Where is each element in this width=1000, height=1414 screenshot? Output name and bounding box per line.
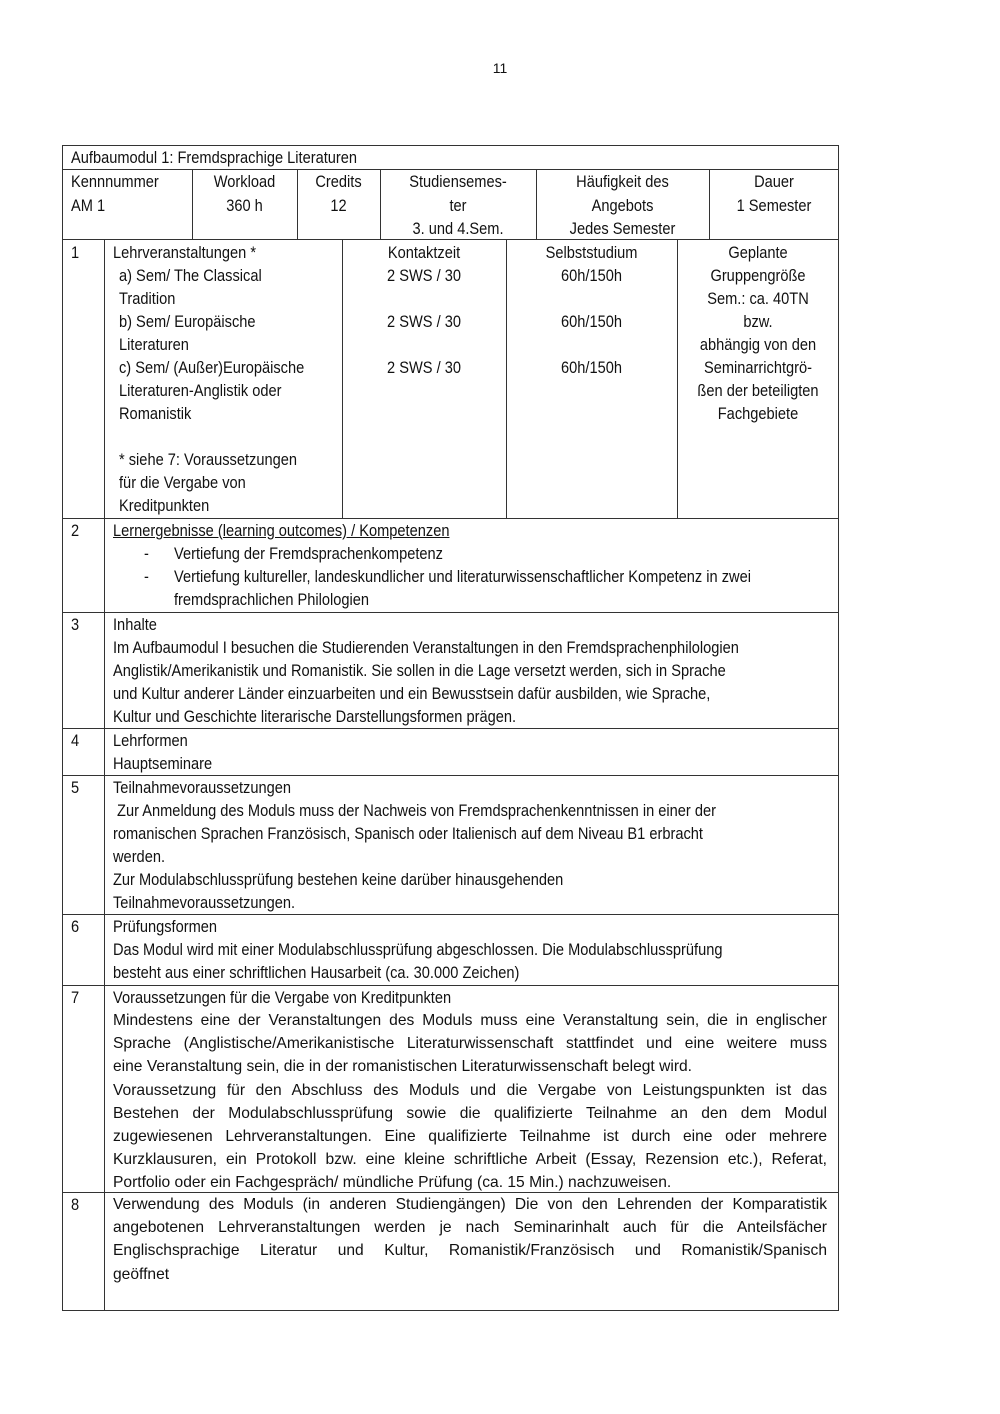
course-line: Tradition [119, 289, 176, 308]
section-number: 2 [71, 521, 80, 540]
body-line: besteht aus einer schriftlichen Hausarbeit (ca. 30.000 Zeichen) [113, 963, 520, 982]
body-line: Mindestens eine der Veranstaltungen des Moduls muss eine Veranstaltung sein, die in englischer [113, 1012, 827, 1029]
body-line: Voraussetzung für den Abschluss des Moduls und die Vergabe von Leistungspunkten ist das [113, 1081, 827, 1099]
course-line: a) Sem/ The Classical [119, 266, 262, 285]
contact-label: Kontaktzeit [387, 243, 461, 262]
footnote-line: Kreditpunkten [119, 496, 210, 515]
body-line: romanischen Sprachen Französisch, Spanisch oder Italienisch auf dem Niveau B1 erbracht [113, 824, 703, 843]
credits-label: Credits [315, 172, 362, 191]
body-line: zugewiesenen Lehrveranstaltungen. Eine qualifizierte Teilnahme ist durch eine oder mehrere [113, 1128, 827, 1146]
duration-value: 1 Semester [736, 196, 812, 215]
group-size-line: ßen der beteiligten [697, 381, 819, 400]
workload-label: Workload [213, 172, 276, 191]
body-line: Hauptseminare [113, 754, 213, 773]
group-size-line: Sem.: ca. 40TN [707, 289, 809, 308]
selfstudy-value: 60h/150h [561, 358, 622, 377]
body-line: Portfolio oder ein Fachgespräch/ mündliche Prüfung (ca. 15 Min.) nachzuweisen. [113, 1174, 672, 1192]
group-size-line: abhängig von den [699, 335, 817, 354]
section-title: Lehrformen [113, 731, 188, 750]
body-line: Kultur und Geschichte literarische Darstellungsformen prägen. [113, 707, 517, 726]
vrule-h5 [709, 169, 710, 239]
course-line: c) Sem/ (Außer)Europäische [119, 358, 305, 377]
vrule-h2 [297, 169, 298, 239]
body-line: Zur Anmeldung des Moduls muss der Nachweis von Fremdsprachenkenntnissen in einer der [113, 801, 716, 820]
course-line: b) Sem/ Europäische [119, 312, 256, 331]
workload-value: 360 h [226, 196, 263, 215]
contact-value: 2 SWS / 30 [387, 358, 461, 377]
bullet: - [144, 544, 149, 563]
group-size-line: bzw. [743, 312, 773, 331]
section-number: 1 [71, 243, 80, 262]
group-size-line: Geplante [728, 243, 788, 262]
body-line: Anglistik/Amerikanistik und Romanistik. Sie sollen in die Lage versetzt werden, sich in Sprache [113, 661, 726, 680]
course-line: Romanistik [119, 404, 192, 423]
semester-value: 3. und 4.Sem. [412, 219, 504, 238]
selfstudy-value: 60h/150h [561, 266, 622, 285]
group-size-line: Gruppengröße [710, 266, 806, 285]
section7-body [113, 1009, 827, 1195]
kennnummer-label: Kennnummer [71, 172, 159, 191]
body-line: Teilnahmevoraussetzungen. [113, 893, 296, 912]
body-line: Das Modul wird mit einer Modulabschlussprüfung abgeschlossen. Die Modulabschlussprüfung [113, 940, 723, 959]
section-number: 8 [71, 1195, 80, 1214]
semester-label-cont: ter [449, 196, 467, 215]
section-title: Voraussetzungen für die Vergabe von Kreditpunkten [113, 988, 452, 1007]
section8-body [113, 1193, 827, 1286]
semester-label: Studiensemes- [409, 172, 507, 191]
vrule-s1-b [506, 239, 507, 518]
vrule-h1 [192, 169, 193, 239]
body-line: Im Aufbaumodul I besuchen die Studierenden Veranstaltungen in den Fremdsprachenphilologien [113, 638, 739, 657]
body-line: Verwendung des Moduls (in anderen Studiengängen) Die von den Lehrenden der Komparatistik [113, 1196, 827, 1213]
section-title: Lernergebnisse (learning outcomes) / Kompetenzen [113, 521, 450, 540]
selfstudy-label: Selbststudium [545, 243, 638, 262]
selfstudy-value: 60h/150h [561, 312, 622, 331]
section-title: Teilnahmevoraussetzungen [113, 778, 291, 797]
footnote-line: für die Vergabe von [119, 473, 246, 492]
outcome-item: Vertiefung kultureller, landeskundlicher und literaturwissenschaftlicher Kompetenz in zwei [174, 567, 751, 586]
section-number: 6 [71, 917, 80, 936]
outcome-item: Vertiefung der Fremdsprachenkompetenz [174, 544, 444, 563]
body-line: angebotenen Lehrveranstaltungen werden je nach Seminarinhalt auch für die Anteilsfächer [113, 1219, 827, 1237]
section-number: 3 [71, 615, 80, 634]
body-line: und Kultur anderer Länder einzuarbeiten und ein Bewusstsein dafür ausbilden, wie Sprache, [113, 684, 711, 703]
frequency-label: Häufigkeit des [576, 172, 669, 191]
course-line: Literaturen-Anglistik oder [119, 381, 282, 400]
page-number: 11 [492, 60, 508, 76]
credits-value: 12 [330, 196, 347, 215]
rule-s2 [62, 612, 839, 613]
duration-label: Dauer [754, 172, 794, 191]
body-line: eine Veranstaltung sein, die in der romanistischen Literaturwissenschaft belegt wird. [113, 1058, 693, 1076]
section-number: 4 [71, 731, 80, 750]
footnote-line: * siehe 7: Voraussetzungen [119, 450, 298, 469]
outcome-item-cont: fremdsprachlichen Philologien [174, 590, 370, 609]
section-title: Inhalte [113, 615, 157, 634]
vrule-number-column [104, 239, 105, 1311]
body-line: Zur Modulabschlussprüfung bestehen keine darüber hinausgehenden [113, 870, 564, 889]
body-line: werden. [113, 847, 166, 866]
body-line: Kurzklausuren, ein Protokoll bzw. eine kleine schriftliche Arbeit (Essay, Rezension etc.), Referat, [113, 1151, 827, 1169]
frequency-value: Jedes Semester [569, 219, 676, 238]
section-number: 5 [71, 778, 80, 797]
body-line: Bestehen der Modulabschlussprüfung sowie die qualifizierte Teilnahme an den dem Modul [113, 1104, 827, 1122]
section-title: Prüfungsformen [113, 917, 218, 936]
body-line: geöffnet [113, 1265, 170, 1283]
body-line: Sprache (Anglistische/Amerikanistische Literaturwissenschaft stattfindet und eine weitere muss [113, 1035, 827, 1053]
courses-label: Lehrveranstaltungen * [113, 243, 257, 262]
contact-value: 2 SWS / 30 [387, 312, 461, 331]
kennnummer-value: AM 1 [71, 196, 106, 215]
group-size-line: Fachgebiete [717, 404, 799, 423]
section-number: 7 [71, 988, 80, 1007]
frequency-label-cont: Angebots [591, 196, 654, 215]
course-line: Literaturen [119, 335, 189, 354]
vrule-h3 [380, 169, 381, 239]
vrule-s1-c [677, 239, 678, 518]
vrule-h4 [536, 169, 537, 239]
module-title: Aufbaumodul 1: Fremdsprachige Literaturen [71, 148, 358, 167]
contact-value: 2 SWS / 30 [387, 266, 461, 285]
group-size-line: Seminarrichtgrö- [703, 358, 813, 377]
body-line: Englischsprachige Literatur und Kultur, Romanistik/Französisch und Romanistik/Spanisch [113, 1242, 827, 1260]
vrule-s1-a [342, 239, 343, 518]
bullet: - [144, 567, 149, 586]
